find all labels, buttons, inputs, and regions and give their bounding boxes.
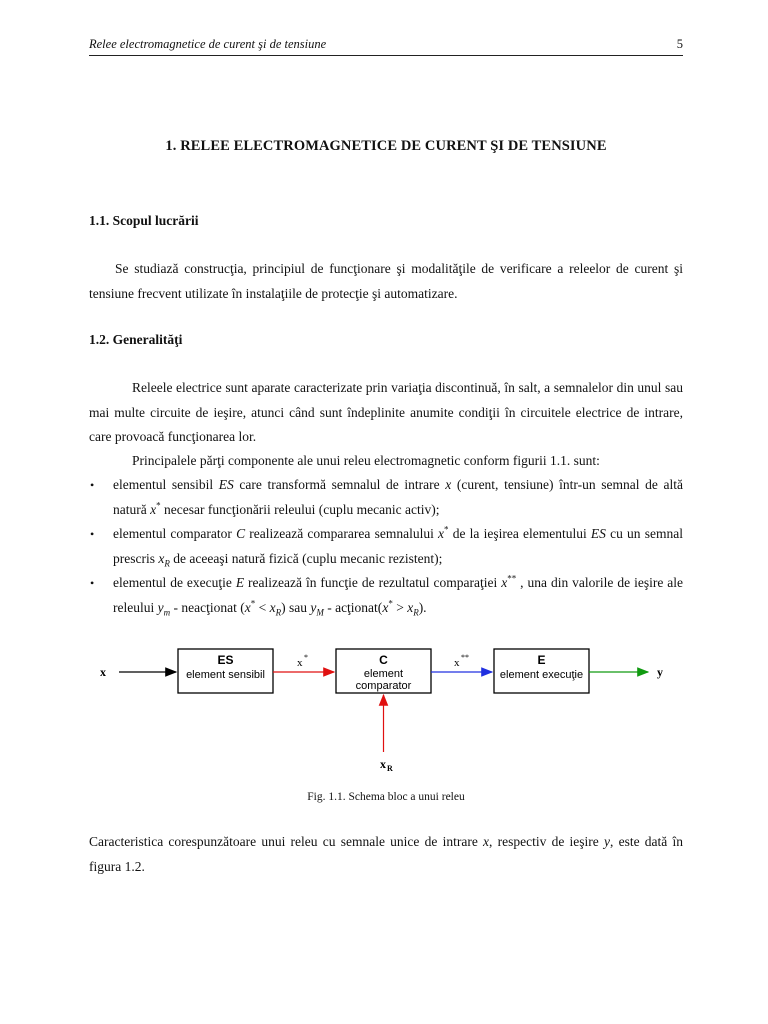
arrow-c-to-e-sup: **: [461, 653, 469, 662]
chapter-title: 1. RELEE ELECTROMAGNETICE DE CURENT ŞI DE TENSIUNE: [165, 138, 607, 154]
page-number: 5: [676, 37, 683, 51]
figure-caption: Fig. 1.1. Schema bloc a unui releu: [307, 791, 465, 803]
paragraph-scope: Se studiază construcţia, principiul de funcţionare şi modalităţile de verificare a releelor de curent şi tensiune frecvent utilizate în instalaţiile de protecţie şi automatizare.: [89, 261, 683, 301]
relay-block-diagram: [0, 630, 768, 790]
running-header: [89, 37, 683, 52]
paragraph-general: Releele electrice sunt aparate caracterizate prin variaţia discontinuă, în salt, a semnalelor din unul sau mai multe circuite de ieşire, atunci când sunt îndeplinite anumite condiţii în circuitele electrice de intrare, care provoacă funcţionarea lor.: [89, 380, 683, 444]
arrow-c-to-e-label: x: [454, 657, 460, 669]
reference-label: x: [380, 757, 386, 771]
block-es-subtitle: element sensibil: [186, 669, 265, 681]
paragraph-components-intro: Principalele părţi componente ale unui releu electromagnetic conform figurii 1.1. sunt:: [132, 453, 600, 468]
block-c-title: C: [379, 653, 388, 667]
header-title: Relee electromagnetice de curent şi de tensiune: [89, 37, 327, 51]
bullet-icon: •: [90, 527, 95, 541]
output-label: y: [657, 665, 663, 679]
paragraph-characteristic: Caracteristica corespunzătoare unui releu cu semnale unice de intrare x, respectiv de ieşire y, este dată în figura 1.2.: [89, 834, 683, 874]
list-item-es: • elementul sensibil ES care transformă semnalul de intrare x (curent, tensiune) într-un semnal de altă natură x* necesar funcţionării releului (cuplu mecanic activ);: [89, 473, 683, 522]
list-item-e: • elementul de execuţie E realizează în funcţie de rezultatul comparaţiei x** , una din valorile de ieşire ale releului $y_m$ - neacţionat $(x^* < x_R)$ sau $y_M$ - acţionat(x* > $x_R$).: [89, 571, 683, 620]
list-item-c: • elementul comparator C realizează compararea semnalului x* de la ieşirea elementului ES cu un semnal prescris $x_R$ de aceeaşi natură fizică (cuplu mecanic rezistent);: [89, 522, 683, 571]
reference-sub: R: [387, 764, 393, 773]
block-c-line1: element: [363, 668, 404, 680]
block-c-line2: comparator: [355, 680, 412, 692]
header-divider: [89, 55, 683, 56]
section-title-scope: 1.1. Scopul lucrării: [89, 213, 199, 228]
arrow-es-to-c-label: x: [297, 657, 303, 669]
block-es-title: ES: [217, 653, 234, 667]
block-e-subtitle: element execuţie: [499, 669, 584, 681]
section-title-general: 1.2. Generalităţi: [89, 332, 183, 347]
input-label: x: [100, 665, 106, 679]
arrow-es-to-c-sup: *: [304, 653, 308, 662]
bullet-icon: •: [90, 576, 95, 590]
components-list: [89, 473, 683, 620]
bullet-icon: •: [90, 478, 95, 492]
block-e-title: E: [537, 653, 546, 667]
